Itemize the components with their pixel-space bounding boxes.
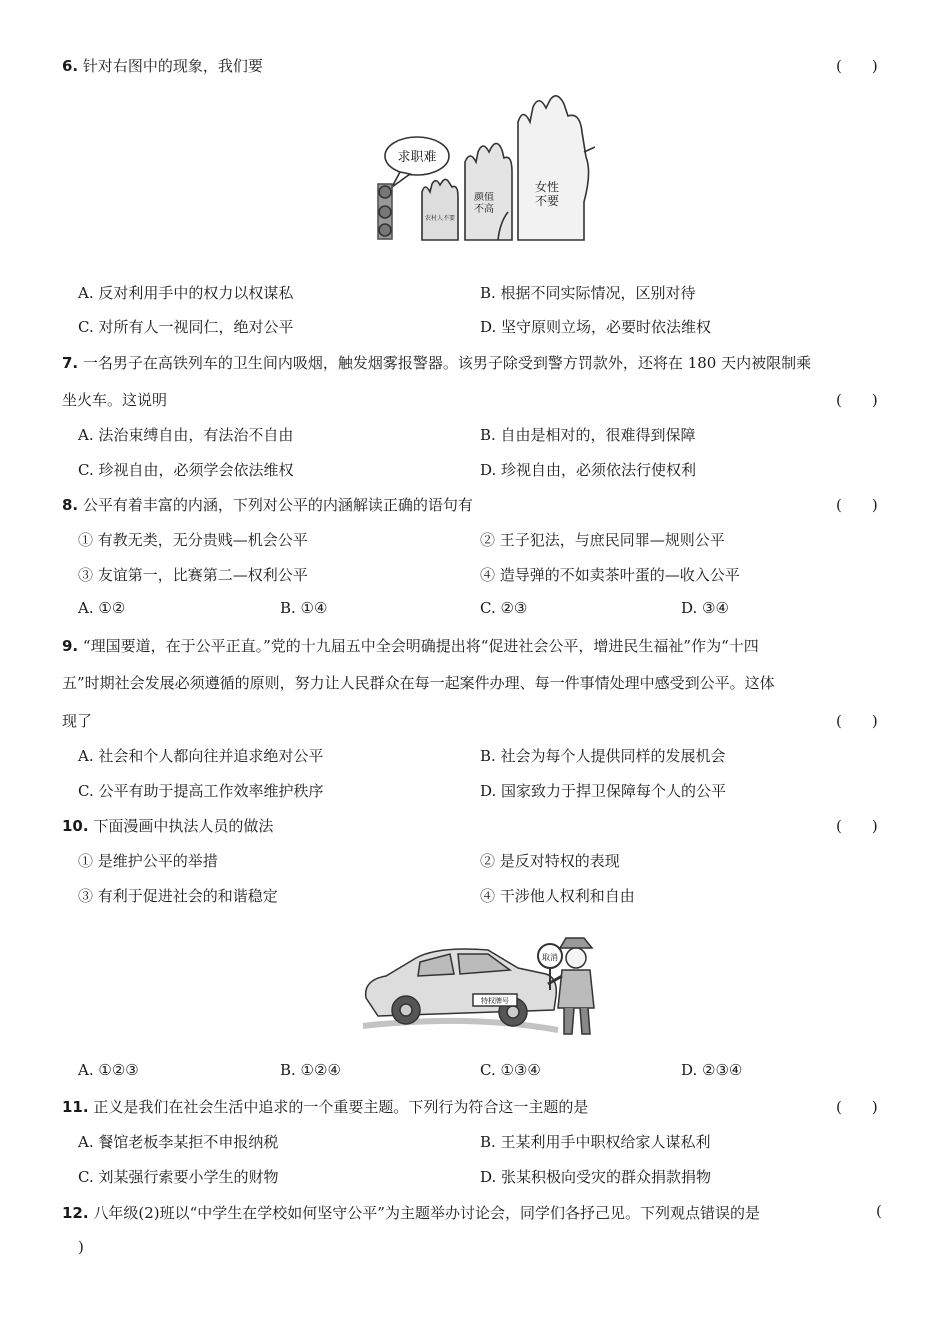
q11-stem-text: 正义是我们在社会生活中追求的一个重要主题。下列行为符合这一主题的是: [93, 1098, 589, 1116]
q12-stem: [62, 1202, 760, 1223]
q8-option-b: B. ①④: [280, 599, 328, 617]
q10-answer-paren: ( ): [836, 817, 878, 835]
officer-cap-shape: [560, 938, 592, 948]
q6-option-c: C. 对所有人一视同仁，绝对公平: [78, 318, 294, 336]
q8-stem-text: 公平有着丰富的内涵，下列对公平的内涵解读正确的语句有: [82, 496, 473, 514]
q11-option-c: C. 刘某强行索要小学生的财物: [78, 1168, 279, 1186]
q10-option-a: A. ①②③: [78, 1061, 139, 1079]
q10-item-3: ③ 有利于促进社会的和谐稳定: [78, 887, 278, 905]
q7-number: 7.: [62, 354, 79, 372]
q8-item-3: ③ 友谊第一，比赛第二—权利公平: [78, 566, 308, 584]
q11-number: 11.: [62, 1098, 89, 1116]
q9-option-d: D. 国家致力于捍卫保障每个人的公平: [480, 782, 727, 800]
q8-item-4: ④ 造导弹的不如卖茶叶蛋的—收入公平: [480, 566, 740, 584]
q12-paren-open: (: [876, 1202, 882, 1220]
q6-cartoon-figure: [370, 92, 595, 247]
q9-stem-line2: 五”时期社会发展必须遵循的原则，努力让人民群众在每一起案件办理、每一件事情处理中感受到公平。这体: [62, 674, 775, 692]
q8-stem: [62, 494, 473, 515]
q12-paren-close: ): [78, 1238, 84, 1256]
q11-option-d: D. 张某积极向受灾的群众捐款捐物: [480, 1168, 712, 1186]
q6-number: 6.: [62, 57, 79, 75]
q8-answer-paren: ( ): [836, 496, 878, 514]
q11-option-a: A. 餐馆老板李某拒不申报纳税: [78, 1133, 279, 1151]
q10-item-4: ④ 干涉他人权利和自由: [480, 887, 635, 905]
q10-item-1: ① 是维护公平的举措: [78, 852, 218, 870]
q9-number: 9.: [62, 637, 79, 655]
q10-number: 10.: [62, 817, 89, 835]
q9-option-b: B. 社会为每个人提供同样的发展机会: [480, 747, 726, 765]
q10-stem-text: 下面漫画中执法人员的做法: [93, 817, 274, 835]
q11-stem: [62, 1096, 588, 1117]
sign-text: 取消: [542, 953, 558, 962]
officer-body-shape: [558, 970, 594, 1008]
q6-option-a: A. 反对利用手中的权力以权谋私: [78, 284, 294, 302]
q7-stem-line2: 坐火车。这说明: [62, 391, 168, 409]
q12-number: 12.: [62, 1204, 89, 1222]
q10-option-c: C. ①③④: [480, 1061, 541, 1079]
q9-option-c: C. 公平有助于提高工作效率维护秩序: [78, 782, 324, 800]
q10-stem: [62, 815, 273, 836]
q11-answer-paren: ( ): [836, 1098, 878, 1116]
q11-option-b: B. 王某利用手中职权给家人谋私利: [480, 1133, 711, 1151]
q6-stem: [62, 55, 263, 76]
q8-item-1: ① 有教无类，无分贵贱—机会公平: [78, 531, 308, 549]
plate-text: 特权牌号: [481, 997, 509, 1005]
q8-option-d: D. ③④: [681, 599, 729, 617]
q8-option-a: A. ①②: [78, 599, 126, 617]
q8-option-c: C. ②③: [480, 599, 528, 617]
bubble-text: 求职难: [397, 150, 437, 165]
q7-answer-paren: ( ): [836, 391, 878, 409]
hand3-text: 女性不要: [534, 180, 559, 208]
q9-answer-paren: ( ): [836, 712, 878, 730]
q7-option-d: D. 珍视自由，必须依法行使权利: [480, 461, 697, 479]
q10-option-d: D. ②③④: [681, 1061, 743, 1079]
q6-stem-text: 针对右图中的现象，我们要: [82, 57, 263, 75]
q7-option-b: B. 自由是相对的，很难得到保障: [480, 426, 696, 444]
q7-stem1-text: 一名男子在高铁列车的卫生间内吸烟，触发烟雾报警器。该男子除受到警方罚款外，还将在 180 天内被限制乘: [82, 354, 812, 372]
q10-option-b: B. ①②④: [280, 1061, 341, 1079]
q7-option-c: C. 珍视自由，必须学会依法维权: [78, 461, 294, 479]
q9-stem1-text: “理国要道，在于公平正直。”党的十九届五中全会明确提出将“促进社会公平，增进民生福祉”作为“十四: [82, 637, 759, 655]
hand2-text: 颜值不高: [474, 192, 494, 215]
q6-answer-paren: ( ): [836, 57, 878, 75]
q10-cartoon-figure: [358, 918, 608, 1038]
q8-item-2: ② 王子犯法，与庶民同罪—规则公平: [480, 531, 725, 549]
q9-option-a: A. 社会和个人都向往并追求绝对公平: [78, 747, 324, 765]
q7-stem-line1: [62, 352, 811, 373]
q12-stem-text: 八年级(2)班以“中学生在学校如何坚守公平”为主题举办讨论会，同学们各抒己见。下列观点错误的是: [93, 1204, 760, 1222]
hand1-text: 农村人不要: [424, 215, 456, 222]
q9-stem-line3: 现了: [62, 712, 93, 730]
hand-small-shape: [422, 179, 458, 240]
q6-option-d: D. 坚守原则立场，必要时依法维权: [480, 318, 712, 336]
q10-item-2: ② 是反对特权的表现: [480, 852, 620, 870]
q9-stem-line1: [62, 635, 759, 656]
hand-large-shape: [518, 96, 589, 240]
q8-number: 8.: [62, 496, 79, 514]
q7-option-a: A. 法治束缚自由，有法治不自由: [78, 426, 294, 444]
q6-option-b: B. 根据不同实际情况，区别对待: [480, 284, 696, 302]
